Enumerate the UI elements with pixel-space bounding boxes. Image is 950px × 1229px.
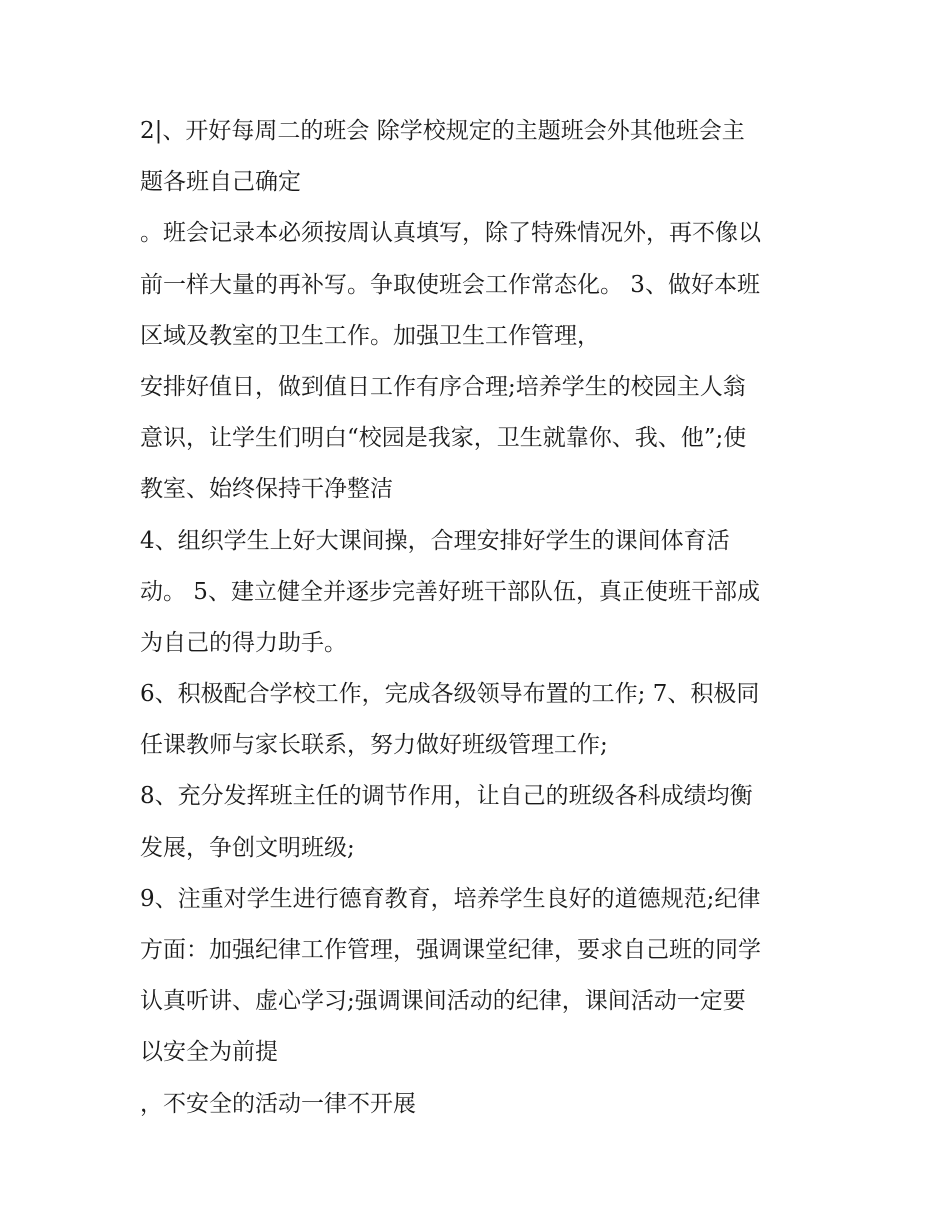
text-line: 认真听讲、虚心学习;强调课间活动的纪律，课间活动一定要 <box>140 988 746 1015</box>
text-line: 安排好值日，做到值日工作有序合理;培养学生的校园主人翁 <box>140 373 746 400</box>
text-line: 发展，争创文明班级; <box>140 834 355 861</box>
text-line: 为自己的得力助手。 <box>140 629 347 656</box>
text-line: 区域及教室的卫生工作。加强卫生工作管理， <box>140 322 600 349</box>
text-line: 9、注重对学生进行德育教育，培养学生良好的道德规范;纪律 <box>140 885 761 912</box>
text-line: 。班会记录本必须按周认真填写，除了特殊情况外，再不像以 <box>140 220 761 247</box>
text-line: 以安全为前提 <box>140 1039 278 1066</box>
text-line: ，不安全的活动一律不开展 <box>140 1090 416 1117</box>
document-body <box>140 106 840 1130</box>
text-line: 动。 5、建立健全并逐步完善好班干部队伍，真正使班干部成 <box>140 578 760 605</box>
text-line: 8、充分发挥班主任的调节作用，让自己的班级各科成绩均衡 <box>140 783 753 810</box>
text-line: 方面：加强纪律工作管理，强调课堂纪律，要求自己班的同学 <box>140 937 761 963</box>
text-line: 意识，让学生们明白“校园是我家，卫生就靠你、我、他”;使 <box>140 425 747 452</box>
text-line: 教室、始终保持干净整洁 <box>140 476 393 503</box>
text-line: 4、组织学生上好大课间操，合理安排好学生的课间体育活 <box>140 527 730 554</box>
text-line: 6、积极配合学校工作，完成各级领导布置的工作; 7、积极同 <box>140 681 760 708</box>
text-line: 2|、开好每周二的班会 除学校规定的主题班会外其他班会主 <box>140 118 745 144</box>
text-line: 任课教师与家长联系，努力做好班级管理工作; <box>140 732 608 759</box>
text-line: 题各班自己确定 <box>140 169 301 196</box>
text-line: 前一样大量的再补写。争取使班会工作常态化。 3、做好本班 <box>140 271 760 298</box>
